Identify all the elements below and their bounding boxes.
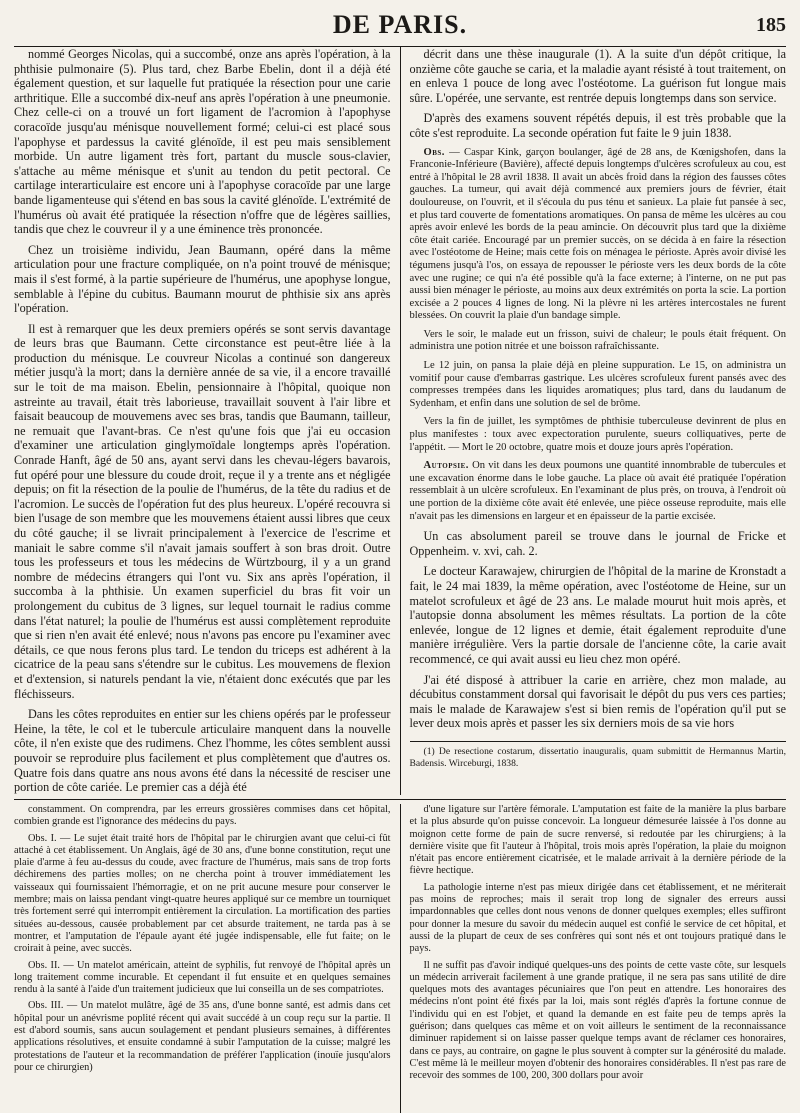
paragraph: décrit dans une thèse inaugurale (1). A la suite d'un dépôt critique, la onzième côte gauche se caria, et la maladie ayant résisté à tout traitement, on en enleva 1 pouce de long avec l'ostéotome. La guérison fut longue mais sûre. L'opérée, une servante, est rentrée depuis longtemps dans son service. (409, 47, 786, 105)
paragraph: D'après des examens souvent répétés depuis, il est très probable que la côte s'est reproduite. La seconde opération fut faite le 9 juin 1838. (409, 111, 786, 140)
paragraph: nommé Georges Nicolas, qui a succombé, onze ans après l'opération, à la phthisie pulmonaire (5). Plus tard, chez Barbe Ebelin, dont il a déjà été également question, et sur laquelle fut pratiquée la résection pour une carie arthritique. Elle a succombé dix-neuf ans après l'opération à une pneumonie. Chez celle-ci on a trouvé un fort ligament de l'acromion à l'apophyse coracoïde jusqu'au ménisque nouvellement formé; celui-ci est placé sous l'apophyse et pardessus la cavité glénoïde, il est peu mais sensiblement morbide. Un autre ligament très fort, partant du muscle sous-clavier, s'attache au même ménisque et s'unit au tendon du petit pectoral. Ce cartilage interarticulaire est encore uni à l'apophyse coracoïde par une large bande ligamenteuse qui s'étend en bas sous la cavité glénoïde. L'extrémité de l'humérus où avait été pratiquée la résection n'offre que de légères saillies, tandis que chez le couvreur il y a une éminence très prononcée. (14, 47, 391, 237)
top-right-column (400, 47, 787, 795)
page-number: 185 (756, 14, 786, 36)
paragraph: Il est à remarquer que les deux premiers opérés se sont servis davantage de leurs bras que Baumann. Cette circonstance est peut-être liée à la production du ménisque. Le couvreur Nicolas a continué son dangereux métier jusqu'à la mort; dans la dernière année de sa vie, il a encore travaillé sur le toit de ma maison. Ebelin, pensionnaire à l'hôpital, quoique non astreinte au travail, était très laborieuse, travaillait souvent à l'air libre et faisait beaucoup de mouvemens avec ses bras, tandis que Baumann, tailleur, ne remuait que l'avant-bras. Ce n'est qu'une fois que j'ai eu occasion d'examiner une articulation ginglymoïdale longtemps après l'opération. Conrade Hanft, âgé de 50 ans, ayant servi dans les chevau-légers bavarois, fut opéré pour une blessure du coude droit, reçue il y a trente ans et négligée depuis; on fit la résection de la poulie de l'humérus, de la tête du radius et de l'acromion. Le succès de l'opération fut des plus heureux. L'opéré recouvra si bien l'usage de son membre que les mouvemens étaient aussi libres que ceux du côté gauche; il se livrait principalement à l'exercice de l'escrime et maniait le sabre comme s'il n'avait jamais souffert à son bras droit. Outre tous les professeurs et tous les médecins de Würtzbourg, il y a un grand nombre de médecins étrangers qui l'ont vu. Six ans après l'opération, il succomba à la phthisie. Un examen superficiel du bras fit voir un prolongement du cubitus de 3 lignes, sur lequel tournait le radius comme dans l'état naturel; la poulie de l'humérus est aussi complètement reproduite que si rien n'en avait été enlevé; nous n'avons pas encore pu l'examiner avec détails, ce que nous ferons plus tard. Le tendon du triceps est adhérent à la cicatrice de la peau sans s'étendre sur le cubitus. Les mouvemens de flexion et d'extension, si naturels pendant la vie, n'étaient donc exécutés que par les fléchisseurs. (14, 321, 391, 701)
bottom-right-column (400, 804, 787, 1113)
autopsy-paragraph (410, 460, 787, 523)
observation-paragraph (410, 147, 787, 323)
footnote: (1) De resectione costarum, dissertatio inauguralis, quam submittit de Hermannus Martin, Badensis. Wirceburgi, 1838. (409, 745, 786, 769)
bottom-section (14, 799, 786, 1113)
running-title: DE PARIS. (332, 10, 468, 39)
paragraph: d'une ligature sur l'artère fémorale. L'amputation est faite de la manière la plus barbare et la plus absurde qu'on puisse concevoir. La longueur démesurée laissée à l'os donne au moignon cette forme de pain de sucre renversé, si redoutée par les chirurgiens; à la dernière visite que fit l'auteur à l'hôpital, trois mois après l'opération, la plaie du moignon n'était pas encore entièrement cicatrisée, et le malade arrivait à la dernière période de la fièvre hectique. (409, 804, 786, 877)
paragraph: Chez un troisième individu, Jean Baumann, opéré dans la même articulation pour une fracture compliquée, on n'a point trouvé de ménisque; mais il s'est formé, à la partie supérieure de l'humérus, une apophyse longue, semblable à l'épine du cubitus. Baumann mourut de phthisie six ans après l'opération. (14, 242, 391, 316)
paragraph: La pathologie interne n'est pas mieux dirigée dans cet établissement, et ne mériterait pas moins de reproches; mais il serait trop long de signaler des erreurs aussi impardonnables que celles dont nous venons de donner quelques exemples; elles suffiront pour donner la mesure du savoir du médecin auquel est confié le service de cet hôpital, et aussi de la plupart de ceux de ses confrères qui sont nés et ont toujours pratiqué dans le pays. (409, 881, 786, 955)
paragraph: Obs. I. — Le sujet était traité hors de l'hôpital par le chirurgien avant que celui-ci fût attaché à cet établissement. Un Anglais, âgé de 30 ans, d'une bonne constitution, reçut une plaie d'arme à feu au-dessus du coude, avec fracture de l'humérus, mais sans de trop forts déchiremens des parties molles; on ne chercha point à trouver immédiatement les vaisseaux qui fournissaient l'hémorragie, et on ne prit aucune mesure pour conserver le membre; mais on laissa pendant vingt-quatre heures appliqué sur ce membre un tourniquet très fortement serré qui interrompit entièrement la circulation. La mortification des parties situées au-dessous, causée probablement par cet absurde traitement, ne tarda pas à se montrer, et l'amputation de l'épaule ayant été jugée indispensable, elle fut faite; on le croirait à peine, avec succès. (14, 832, 391, 955)
paragraph: Vers le soir, le malade eut un frisson, suivi de chaleur; le pouls était fréquent. On administra une potion nitrée et une boisson rafraîchissante. (409, 328, 786, 353)
paragraph: Dans les côtes reproduites en entier sur les chiens opérés par le professeur Heine, la tête, le col et le tubercule articulaire manquent dans la nouvelle côte, il n'en existe que des rudimens. Chez l'homme, les côtes semblent aussi pouvoir se reproduire plus facilement et plus complètement que d'autres os. Quatre fois dans quatre ans nous avons été dans la nécessité de resciser une portion de côte cariée. Le premier cas a déjà été (14, 707, 391, 795)
observation-text: — Caspar Kink, garçon boulanger, âgé de 28 ans, de Kœnigshofen, dans la Franconie-Inférieure (Bavière), affecté depuis longtemps d'ulcères scrofuleux au cou, est entré à l'hôpital le 28 avril 1838. Il avait un abcès froid dans la région des fausses côtes gauches. La tumeur, qui avait déjà commencé aux premiers jours de février, était douloureuse, on l'ouvrit, et il s'écoula du pus ténu et sanieux. La plaie fut pansée à sec, et plus tard couverte de fomentations aromatiques. On pansa de même les ulcères au cou après avoir enlevé les bords de la peau amincie. On découvrit plus tard que la dixième côte était cariée. Encouragé par un premier succès, on se décida à en faire la résection avec l'ostéotome de Heine; mais cette fois on ménagea le périoste. Après avoir divisé les tégumens jusqu'à l'os, on essaya de repousser le périoste vers les deux bords de la côte avec une rugine; ce qui n'a été possible qu'à la face externe; à l'interne, on ne put pas aussi bien ménager le périoste, au moins aux deux extrémités on porta la scie. La portion excisée a 2 pouces 4 lignes de long. Ni la plèvre ni les artères intercostales ne furent blessées. On couvrit la plaie d'un bandage simple. (409, 146, 786, 322)
paragraph: Obs. II. — Un matelot américain, atteint de syphilis, fut renvoyé de l'hôpital après un long traitement comme incurable. Et cependant il fut ensuite et en quelques semaines rendu à la santé à l'aide d'un traitement judicieux que lui conseilla un de ses compatriotes. (14, 959, 391, 996)
paragraph: Il ne suffit pas d'avoir indiqué quelques-uns des points de cette vaste côte, sur lesquels un médecin arriverait facilement à une grande pratique, il ne sera pas sans utilité de dire quelques mots des avantages pécuniaires que l'on peut en attendre. Les honoraires des médecins n'ont point été fixés par la loi, mais sont réglés d'après la fortune connue de l'individu qui en est l'objet, et quand la demande en est faite peu de temps après la guérison; dans quelques cas même et on voit ailleurs le sentiment de la reconnaissance diminuer rapidement si on laisse passer quelque temps avant de réclamer ces honoraires, dans ce pays, au contraire, on gagne le plus souvent à compter sur la générosité du malade. C'est même là le meilleur moyen d'obtenir des honoraires considérables. Il n'est pas rare de recevoir des sommes de 100, 200, 300 dollars pour avoir (409, 959, 786, 1082)
paragraph: Le 12 juin, on pansa la plaie déjà en pleine suppuration. Le 15, on administra un vomitif pour cause d'embarras gastrique. Les ulcères scrofuleux furent pansés avec des compresses trempées dans les liquides aromatiques; plus tard, dans du laudanum de Sydenham, et enfin dans une solution de sel de brôme. (409, 360, 786, 409)
top-left-column (14, 47, 400, 795)
observation-heading: Obs. (423, 146, 445, 158)
paragraph: Le docteur Karawajew, chirurgien de l'hôpital de la marine de Kronstadt a fait, le 24 mai 1839, la même opération, avec l'ostéotome de Heine, sur un matelot scrofuleux et âgé de 23 ans. Le malade mourut huit mois après, et l'autopsie donna absolument les mêmes résultats. La portion de la côte enlevée, longue de 12 lignes et demie, était également reproduite d'une manière irrégulière. Vers la partie dorsale de l'ancienne côte, la carie avait recommencé, ce qui avait aussi eu lieu chez mon opéré. (409, 564, 786, 666)
paragraph: J'ai été disposé à attribuer la carie en arrière, chez mon malade, au décubitus constamment dorsal qui favorisait le dépôt du pus vers ces parties; mais le malade de Karawajew s'est si bien remis de l'opération qu'il put se lever deux mois après et passer les six derniers mois de sa vie hors (409, 672, 786, 731)
running-head (14, 6, 786, 47)
bottom-left-column (14, 804, 400, 1113)
autopsy-text: On vit dans les deux poumons une quantité innombrable de tubercules et une excavation énorme dans le lobe gauche. La place où avait été pratiquée l'opération ressemblait à un ulcère scrofuleux. En l'examinant de plus près, on trouva, à l'endroit où une portion de la dixième côte avait été enlevée, une pièce osseuse reproduite, mais elle n'avait pas les dimensions en largeur et en épaisseur de la partie excisée. (409, 460, 786, 522)
top-section (14, 47, 786, 795)
paragraph: constamment. On comprendra, par les erreurs grossières commises dans cet hôpital, combien grande est l'ignorance des médecins du pays. (14, 804, 391, 828)
footnote-rule (410, 741, 787, 742)
paragraph: Obs. III. — Un matelot mulâtre, âgé de 35 ans, d'une bonne santé, est admis dans cet hôpital pour un anévrisme poplité récent qui avait succédé à un coup reçu sur la partie. Il est d'abord soumis, sans aucun soulagement et pendant plusieurs semaines, à différentes applications résolutives, et ensuite condamné à subir l'amputation de la cuisse; malgré les protestations de l'auteur et la recommandation de préférer l'application (inouïe jusqu'alors pour ce chirurgien) (14, 1000, 391, 1073)
paragraph: Vers la fin de juillet, les symptômes de phthisie tuberculeuse devinrent de plus en plus manifestes : toux avec expectoration purulente, sueurs colliquatives, perte de l'appétit. — Mort le 20 octobre, quatre mois et douze jours après l'opération. (409, 416, 786, 453)
paragraph: Un cas absolument pareil se trouve dans le journal de Fricke et Oppenheim. v. xvi, cah. 2. (409, 529, 786, 558)
autopsy-heading: Autopsie. (423, 460, 469, 472)
